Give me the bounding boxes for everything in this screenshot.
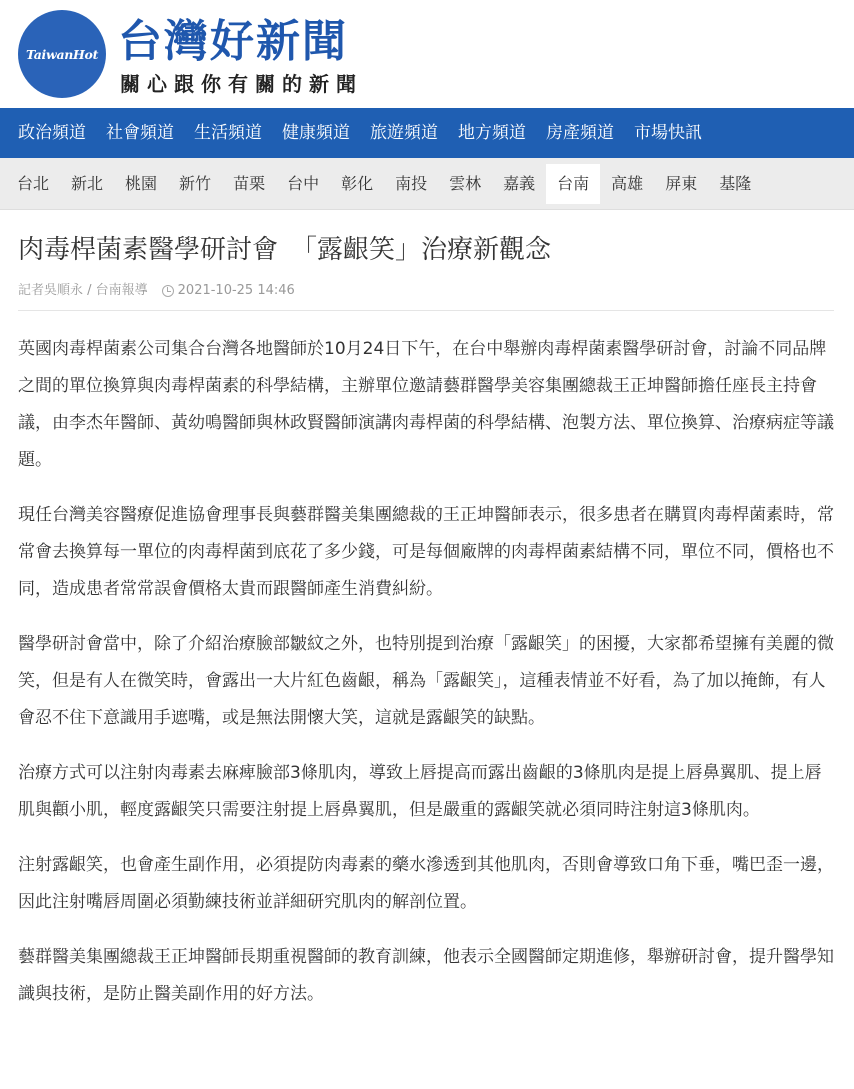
region-new-taipei[interactable]: 新北 [71, 173, 104, 193]
region-nantou[interactable]: 南投 [395, 173, 428, 193]
main-nav [0, 108, 854, 158]
article-title: 肉毒桿菌素醫學研討會 「露齦笑」治療新觀念 [18, 235, 552, 265]
reporter-byline: 記者吳順永 / 台南報導 [18, 283, 148, 298]
logo-text: TaiwanHot [25, 46, 99, 62]
region-chiayi[interactable]: 嘉義 [503, 173, 536, 193]
region-yunlin[interactable]: 雲林 [449, 173, 482, 193]
main-nav-realestate[interactable]: 房產頻道 [546, 123, 614, 143]
article-paragraph: 注射露齦笑，也會產生副作用，必須提防肉毒素的藥水滲透到其他肌肉，否則會導致口角下垂，嘴巴歪一邊，因此注射嘴唇周圍必須勤練技術並詳細研究肌肉的解剖位置。 [18, 855, 834, 912]
article [0, 232, 854, 1013]
clock-icon [162, 285, 174, 297]
region-keelung[interactable]: 基隆 [719, 173, 752, 193]
article-paragraph: 藝群醫美集團總裁王正坤醫師長期重視醫師的教育訓練，他表示全國醫師定期進修，舉辦研討會，提升醫學知識與技術，是防止醫美副作用的好方法。 [18, 947, 834, 1004]
region-pingtung[interactable]: 屏東 [665, 173, 698, 193]
main-nav-travel[interactable]: 旅遊頻道 [370, 123, 438, 143]
main-nav-life[interactable]: 生活頻道 [194, 123, 262, 143]
region-kaohsiung[interactable]: 高雄 [611, 173, 644, 193]
region-hsinchu[interactable]: 新竹 [179, 173, 212, 193]
main-nav-local[interactable]: 地方頻道 [458, 123, 526, 143]
region-taichung[interactable]: 台中 [287, 173, 320, 193]
article-paragraph: 英國肉毒桿菌素公司集合台灣各地醫師於10月24日下午，在台中舉辦肉毒桿菌素醫學研討會，討論不同品牌之間的單位換算與肉毒桿菌素的科學結構，主辦單位邀請藝群醫學美容集團總裁王正坤醫師擔任座長主持會議，由李杰年醫師、黃幼鳴醫師與林政賢醫師演講肉毒桿菌的科學結構、泡製方法、單位換算、治療病症等議題。 [18, 339, 834, 470]
article-meta [18, 282, 834, 311]
site-slogan: 關心跟你有關的新聞 [120, 72, 363, 96]
region-taoyuan[interactable]: 桃園 [125, 173, 158, 193]
main-nav-society[interactable]: 社會頻道 [106, 123, 174, 143]
article-paragraph: 醫學研討會當中，除了介紹治療臉部皺紋之外，也特別提到治療「露齦笑」的困擾，大家都希望擁有美麗的微笑，但是有人在微笑時，會露出一大片紅色齒齦，稱為「露齦笑」，這種表情並不好看，為了加以掩飾，有人會忍不住下意識用手遮嘴，或是無法開懷大笑，這就是露齦笑的缺點。 [18, 634, 834, 728]
region-taipei[interactable]: 台北 [17, 173, 50, 193]
main-nav-health[interactable]: 健康頻道 [282, 123, 350, 143]
publish-datetime: 2021-10-25 14:46 [177, 283, 295, 298]
article-paragraph: 治療方式可以注射肉毒素去麻痺臉部3條肌肉，導致上唇提高而露出齒齦的3條肌肉是提上唇鼻翼肌、提上唇肌與顴小肌，輕度露齦笑只需要注射提上唇鼻翼肌，但是嚴重的露齦笑就必須同時注射這3條肌肉。 [18, 763, 822, 820]
region-nav [0, 158, 854, 210]
article-body [18, 331, 834, 1013]
main-nav-politics[interactable]: 政治頻道 [18, 123, 86, 143]
region-changhua[interactable]: 彰化 [341, 173, 374, 193]
publish-time [162, 282, 295, 300]
region-miaoli[interactable]: 苗栗 [233, 173, 266, 193]
site-logo[interactable] [18, 10, 106, 98]
site-header [0, 0, 854, 108]
site-title[interactable]: 台灣好新聞 [118, 16, 348, 67]
region-tainan[interactable]: 台南 [546, 164, 600, 204]
article-paragraph: 現任台灣美容醫療促進協會理事長與藝群醫美集團總裁的王正坤醫師表示，很多患者在購買肉毒桿菌素時，常常會去換算每一單位的肉毒桿菌到底花了多少錢，可是每個廠牌的肉毒桿菌素結構不同，單位不同，價格也不同，造成患者常常誤會價格太貴而跟醫師產生消費糾紛。 [18, 505, 834, 599]
main-nav-market[interactable]: 市場快訊 [634, 123, 702, 143]
